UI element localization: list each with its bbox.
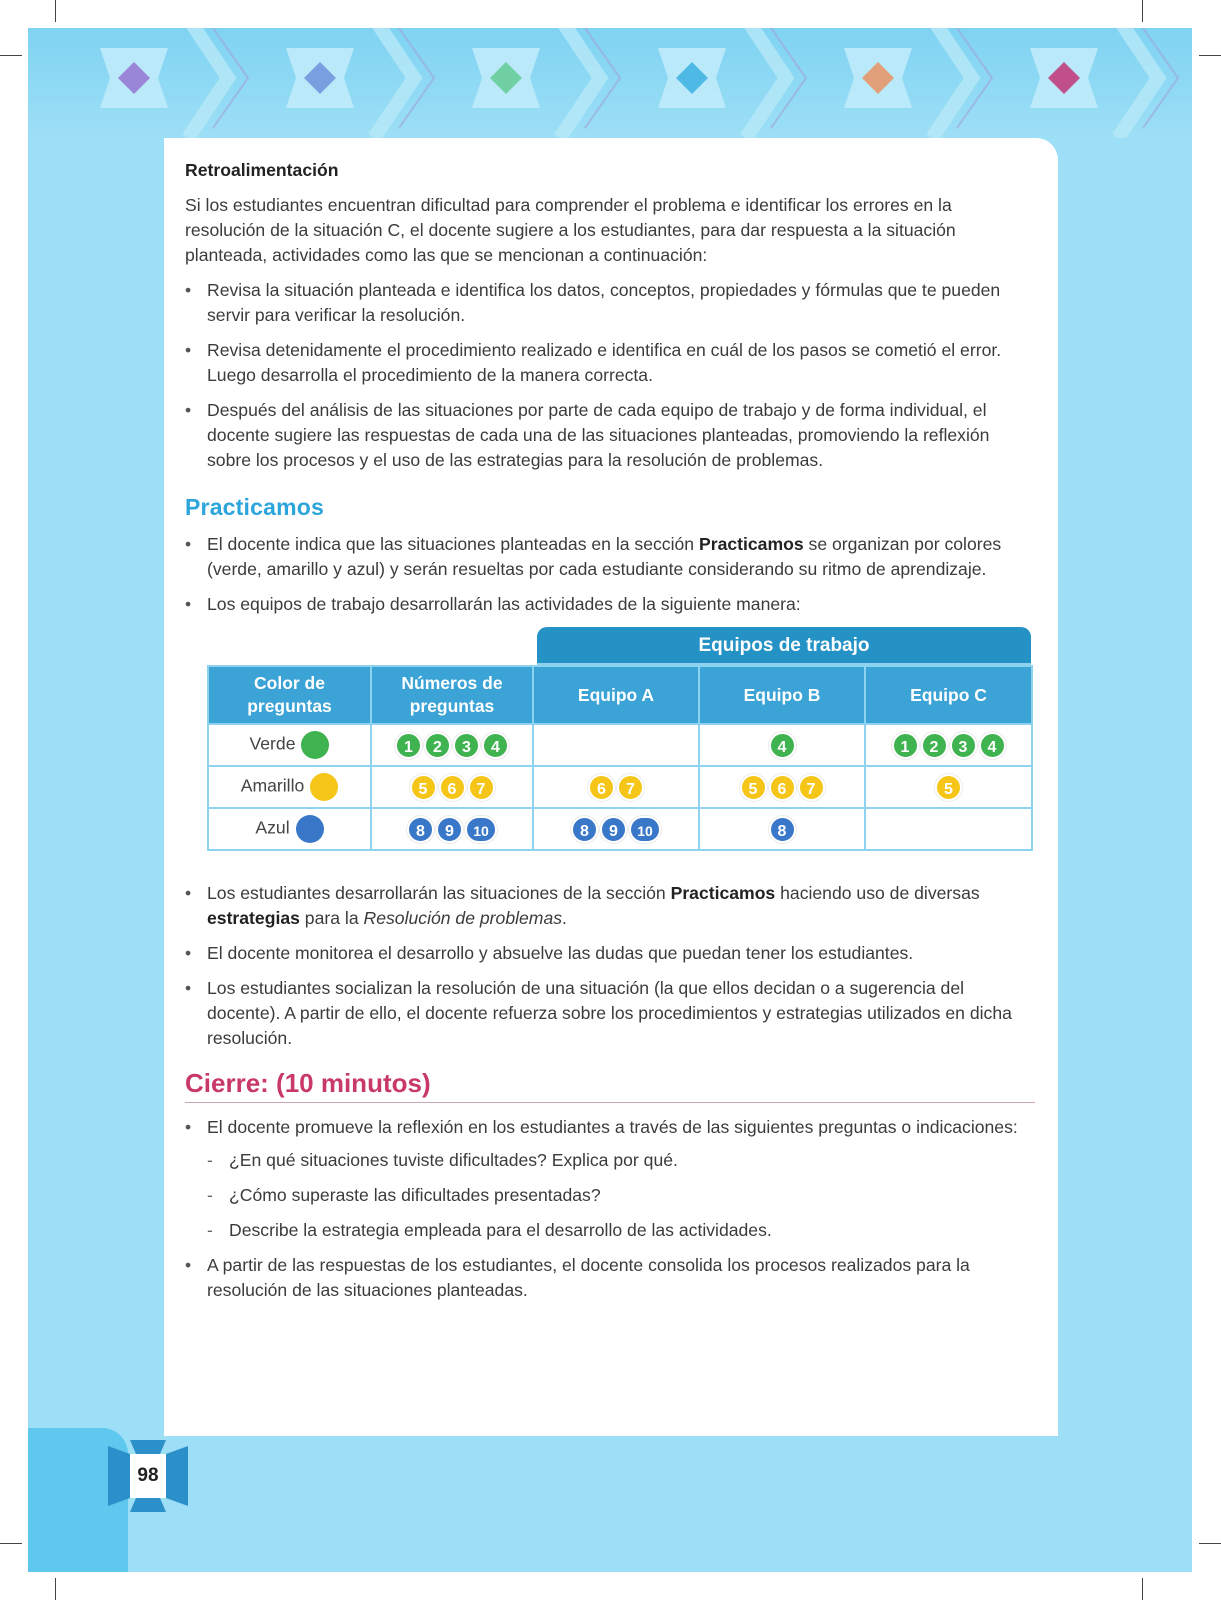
practicamos-list-2 xyxy=(185,881,1035,1051)
retro-intro: Si los estudiantes encuentran dificultad para comprender el problema e identificar los errores en la resolución de la situación C, el docente sugiere a los estudiantes, para dar respuesta a la situación planteada, actividades como las que se mencionan a continuación: xyxy=(185,195,956,265)
page-number-badge xyxy=(108,1440,188,1512)
retro-list xyxy=(185,278,1035,473)
list-item: • Los equipos de trabajo desarrollarán las actividades de la siguiente manera: xyxy=(185,592,1035,617)
text-bold: Practicamos xyxy=(670,883,776,903)
list-item: - ¿Cómo superaste las dificultades presentadas? xyxy=(207,1183,1035,1208)
cierre-list xyxy=(185,1115,1035,1303)
crop-mark xyxy=(55,1578,56,1600)
question-number-badge: 4 xyxy=(482,732,509,759)
question-number-badge: 8 xyxy=(769,816,796,843)
color-label: Azul xyxy=(255,817,290,838)
list-item xyxy=(185,1115,1035,1243)
color-cell xyxy=(208,724,371,766)
question-number-badge: 3 xyxy=(453,732,480,759)
crop-mark xyxy=(1142,1578,1143,1600)
text-run: . xyxy=(562,908,567,928)
question-number-badge: 1 xyxy=(892,732,919,759)
list-item: - Describe la estrategia empleada para el desarrollo de las actividades. xyxy=(207,1218,1035,1243)
color-cell xyxy=(208,766,371,808)
list-item: • Después del análisis de las situaciones por parte de cada equipo de trabajo y de forma individual, el docente sugiere las respuestas de cada una de las situaciones planteadas, promoviendo la reflexión sobre los procesos y el uso de las estrategias para la resolución de problemas. xyxy=(185,398,1035,473)
color-label: Verde xyxy=(249,733,296,754)
cell-numeros xyxy=(371,766,533,808)
question-number-badge: 5 xyxy=(410,774,437,801)
cierre-heading: Cierre: (10 minutos) xyxy=(185,1071,1035,1103)
list-item: • El docente monitorea el desarrollo y absuelve las dudas que puedan tener los estudiantes. xyxy=(185,941,1035,966)
list-item: • Revisa la situación planteada e identifica los datos, conceptos, propiedades y fórmulas que te pueden servir para verificar la resolución. xyxy=(185,278,1035,328)
question-number-badge: 5 xyxy=(740,774,767,801)
text-run: El docente indica que las situaciones planteadas en la sección xyxy=(207,534,699,554)
cell-b xyxy=(699,724,865,766)
table-row xyxy=(208,766,1032,808)
cell-b xyxy=(699,766,865,808)
cell-c xyxy=(865,766,1032,808)
question-number-badge: 6 xyxy=(588,774,615,801)
main-content xyxy=(185,158,1035,1313)
color-dot-icon xyxy=(301,731,329,759)
text-italic: Resolución de problemas xyxy=(363,908,563,928)
question-number-badge: 5 xyxy=(935,774,962,801)
crop-mark xyxy=(0,1543,22,1544)
list-item xyxy=(185,532,1035,582)
table-row xyxy=(208,724,1032,766)
header-team-b: Equipo B xyxy=(699,666,865,724)
question-number-badge: 2 xyxy=(424,732,451,759)
text-run: El docente promueve la reflexión en los estudiantes a través de las siguientes preguntas o indicaciones: xyxy=(207,1117,1018,1137)
teams-table-wrap xyxy=(207,627,1037,851)
page-number: 98 xyxy=(130,1454,166,1498)
practicamos-list xyxy=(185,532,1035,617)
color-label: Amarillo xyxy=(240,775,305,796)
color-dot-icon xyxy=(310,773,338,801)
cell-numeros xyxy=(371,724,533,766)
list-item: • Los estudiantes socializan la resolución de una situación (la que ellos decidan o a sugerencia del docente). A partir de ello, el docente refuerza sobre los procedimientos y estrategias utilizados en dicha resolución. xyxy=(185,976,1035,1051)
list-item: • A partir de las respuestas de los estudiantes, el docente consolida los procesos realizados para la resolución de las situaciones planteadas. xyxy=(185,1253,1035,1303)
table-body xyxy=(208,724,1032,850)
retro-heading: Retroalimentación xyxy=(185,160,339,180)
question-number-badge: 6 xyxy=(439,774,466,801)
question-number-badge: 7 xyxy=(468,774,495,801)
practicamos-heading: Practicamos xyxy=(185,494,324,520)
question-number-badge: 4 xyxy=(769,732,796,759)
list-item: • Revisa detenidamente el procedimiento realizado e identifica en cuál de los pasos se cometió el error. Luego desarrolla el procedimiento de la manera correcta. xyxy=(185,338,1035,388)
cell-a xyxy=(533,766,699,808)
crop-mark xyxy=(1142,0,1143,22)
question-number-badge: 9 xyxy=(600,816,627,843)
question-number-badge: 6 xyxy=(769,774,796,801)
teams-table xyxy=(207,665,1033,851)
question-number-badge: 9 xyxy=(436,816,463,843)
question-number-badge: 7 xyxy=(617,774,644,801)
text-run: se organizan por colores (verde, amarillo y azul) y serán resueltas por cada estudiante considerando su ritmo de aprendizaje. xyxy=(207,534,1002,579)
text-bold: estrategias xyxy=(207,908,300,928)
text-run: haciendo uso de diversas xyxy=(775,883,980,903)
question-number-badge: 10 xyxy=(465,816,497,843)
question-number-badge: 8 xyxy=(571,816,598,843)
question-number-badge: 8 xyxy=(407,816,434,843)
cell-c xyxy=(865,724,1032,766)
crop-mark xyxy=(1199,55,1221,56)
cell-a xyxy=(533,808,699,850)
header-team-c: Equipo C xyxy=(865,666,1032,724)
table-header-row xyxy=(208,666,1032,724)
header-color: Color de preguntas xyxy=(208,666,371,724)
question-number-badge: 4 xyxy=(979,732,1006,759)
cell-c xyxy=(865,808,1032,850)
crop-mark xyxy=(1199,1543,1221,1544)
table-row xyxy=(208,808,1032,850)
text-bold: Practicamos xyxy=(698,534,804,554)
teams-group-header: Equipos de trabajo xyxy=(537,627,1031,665)
color-dot-icon xyxy=(296,815,324,843)
question-number-badge: 3 xyxy=(950,732,977,759)
question-number-badge: 2 xyxy=(921,732,948,759)
list-item xyxy=(185,881,1035,931)
color-cell xyxy=(208,808,371,850)
list-item: - ¿En qué situaciones tuviste dificultades? Explica por qué. xyxy=(207,1148,1035,1173)
crop-mark xyxy=(55,0,56,22)
pattern-graphic xyxy=(28,28,1192,138)
decorative-header-band xyxy=(28,28,1192,138)
cell-b xyxy=(699,808,865,850)
text-run: para la xyxy=(299,908,364,928)
header-team-a: Equipo A xyxy=(533,666,699,724)
cell-numeros xyxy=(371,808,533,850)
header-numbers: Números de preguntas xyxy=(371,666,533,724)
question-number-badge: 1 xyxy=(395,732,422,759)
cierre-dash-list xyxy=(207,1148,1035,1243)
text-run: Los estudiantes desarrollarán las situaciones de la sección xyxy=(207,883,671,903)
crop-mark xyxy=(0,55,22,56)
question-number-badge: 7 xyxy=(798,774,825,801)
cell-a xyxy=(533,724,699,766)
question-number-badge: 10 xyxy=(629,816,661,843)
